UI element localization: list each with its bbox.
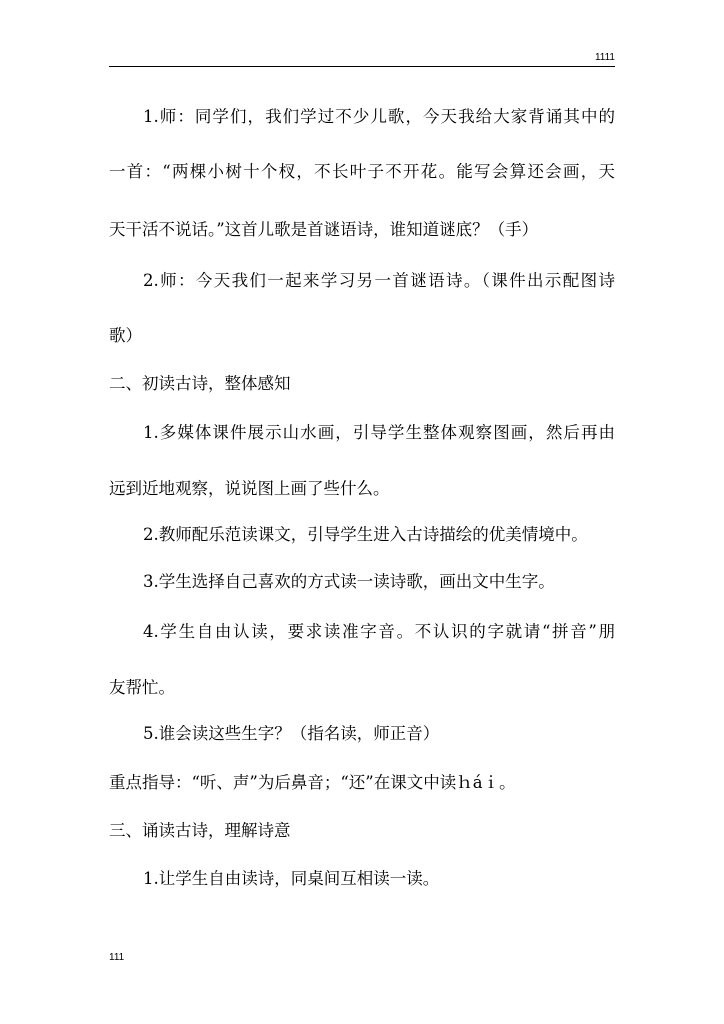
paragraph-line: 天干活不说话。”这首儿歌是首谜语诗，谁知道谜底？（手） — [109, 220, 539, 239]
paragraph-line: 重点指导：“听、声”为后鼻音；“还”在课文中读ｈáｉ。 — [109, 773, 516, 792]
paragraph-line: 1.让学生自由读诗，同桌间互相读一读。 — [143, 869, 440, 888]
paragraph-line: 3.学生选择自己喜欢的方式读一读诗歌，画出文中生字。 — [143, 572, 555, 591]
paragraph-line: 一首：“两棵小树十个杈，不长叶子不开花。能写会算还会画，天 — [109, 162, 615, 181]
header-page-number: 1111 — [594, 52, 615, 63]
paragraph-line: 歌） — [109, 326, 142, 345]
paragraph-line: 2.师：今天我们一起来学习另一首谜语诗。（课件出示配图诗 — [143, 271, 615, 290]
paragraph-line: 1.多媒体课件展示山水画，引导学生整体观察图画，然后再由 — [143, 423, 615, 442]
paragraph-line: 2.教师配乐范读课文，引导学生进入古诗描绘的优美情境中。 — [143, 525, 588, 544]
paragraph-line: 友帮忙。 — [109, 678, 175, 697]
paragraph-line: 远到近地观察，说说图上画了些什么。 — [109, 479, 390, 498]
paragraph-line: 5.谁会读这些生字？（指名读，师正音） — [143, 724, 440, 743]
header-divider — [109, 66, 615, 67]
paragraph-line: 1.师：同学们，我们学过不少儿歌，今天我给大家背诵其中的 — [143, 107, 615, 126]
section-heading: 三、诵读古诗，理解诗意 — [109, 821, 291, 840]
paragraph-line: 4.学生自由认读，要求读准字音。不认识的字就请“拼音”朋 — [143, 622, 615, 641]
footer-page-number: 111 — [109, 952, 125, 963]
section-heading: 二、初读古诗，整体感知 — [109, 374, 291, 393]
